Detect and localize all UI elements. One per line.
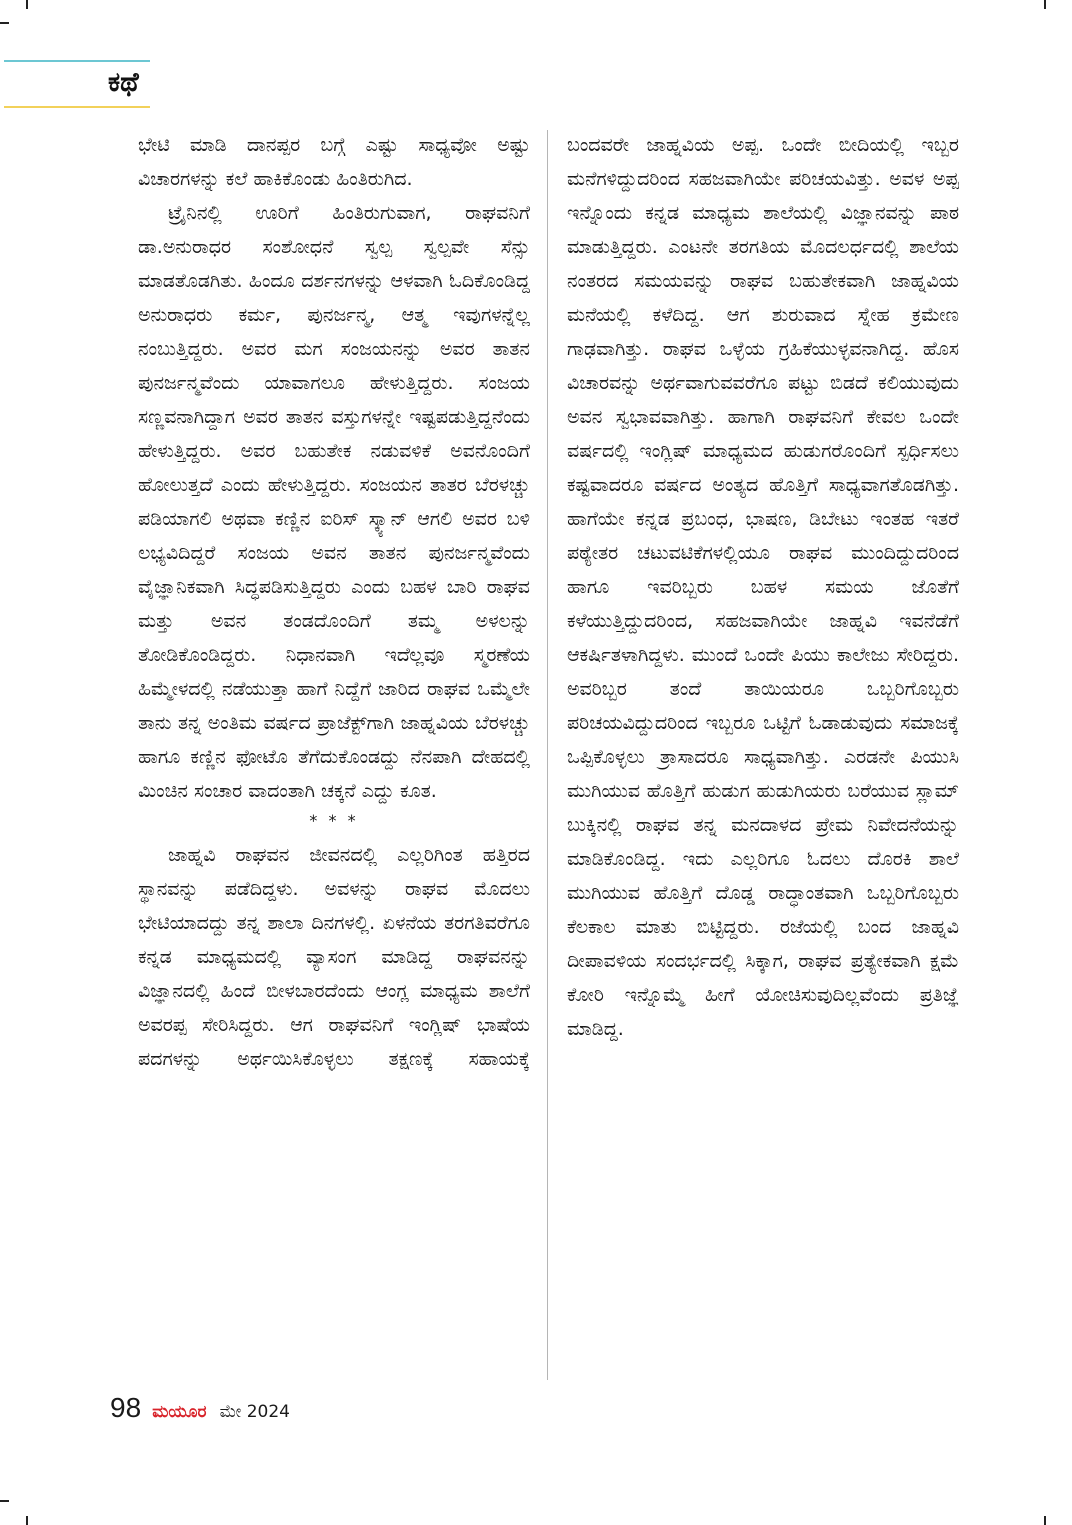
crop-mark-top-left	[26, 0, 28, 9]
issue-date: ಮೇ 2024	[219, 1402, 290, 1422]
crop-mark-bottom-left	[26, 1516, 28, 1525]
section-separator: * * *	[309, 811, 359, 830]
column-divider	[547, 130, 548, 1380]
section-rule-bottom	[4, 106, 150, 108]
paragraph: ಜಾಹ್ನವಿ ರಾಘವನ ಜೀವನದಲ್ಲಿ ಎಲ್ಲರಿಗಿಂತ ಹತ್ತಿರದ ಸ್ಥಾನವನ್ನು ಪಡೆದಿದ್ದಳು. ಅವಳನ್ನು ರಾಘವ ಮೊದಲು ಭೇಟಿಯಾದದ್ದು ತನ್ನ ಶಾಲಾ ದಿನಗಳಲ್ಲಿ. ಏಳನೆಯ ತರಗತಿವರೆಗೂ ಕನ್ನಡ ಮಾಧ್ಯಮದಲ್ಲಿ ವ್ಯಾಸಂಗ ಮಾಡಿದ್ದ ರಾಘವನನ್ನು ವಿಜ್ಞಾನದಲ್ಲಿ ಹಿಂದೆ ಬೀಳಬಾರದೆಂದು ಆಂಗ್ಲ ಮಾಧ್ಯಮ ಶಾಲೆಗೆ ಅವರಪ್ಪ ಸೇರಿಸಿದ್ದರು. ಆಗ ರಾಘವನಿಗೆ ಇಂಗ್ಲಿಷ್ ಭಾಷೆಯ ಪದಗಳನ್ನು ಅರ್ಥಯಿಸಿಕೊಳ್ಳಲು ತಕ್ಷಣಕ್ಕೆ ಸಹಾಯಕ್ಕೆ	[138, 844, 530, 1070]
paragraph: ಭೇಟಿ ಮಾಡಿ ದಾನಪ್ಪರ ಬಗ್ಗೆ ಎಷ್ಟು ಸಾಧ್ಯವೋ ಅಷ್ಟು ವಿಚಾರಗಳನ್ನು ಕಲೆ ಹಾಕಿಕೊಂಡು ಹಿಂತಿರುಗಿದ.	[138, 134, 530, 190]
paragraph: ಟ್ರೈನಿನಲ್ಲಿ ಊರಿಗೆ ಹಿಂತಿರುಗುವಾಗ, ರಾಘವನಿಗೆ ಡಾ.ಅನುರಾಧರ ಸಂಶೋಧನೆ ಸ್ವಲ್ಪ ಸ್ವಲ್ಪವೇ ಸೆನ್ಸು ಮಾಡತೊಡಗಿತು. ಹಿಂದೂ ದರ್ಶನಗಳನ್ನು ಆಳವಾಗಿ ಓದಿಕೊಂಡಿದ್ದ ಅನುರಾಧರು ಕರ್ಮ, ಪುನರ್ಜನ್ಮ, ಆತ್ಮ ಇವುಗಳನ್ನೆಲ್ಲ ನಂಬುತ್ತಿದ್ದರು. ಅವರ ಮಗ ಸಂಜಯನನ್ನು ಅವರ ತಾತನ ಪುನರ್ಜನ್ಮವೆಂದು ಯಾವಾಗಲೂ ಹೇಳುತ್ತಿದ್ದರು. ಸಂಜಯ ಸಣ್ಣವನಾಗಿದ್ದಾಗ ಅವರ ತಾತನ ವಸ್ತುಗಳನ್ನೇ ಇಷ್ಟಪಡುತ್ತಿದ್ದನೆಂದು ಹೇಳುತ್ತಿದ್ದರು. ಅವರ ಬಹುತೇಕ ನಡುವಳಿಕೆ ಅವನೊಂದಿಗೆ ಹೋಲುತ್ತದೆ ಎಂದು ಹೇಳುತ್ತಿದ್ದರು. ಸಂಜಯನ ತಾತರ ಬೆರಳಚ್ಚು ಪಡಿಯಾಗಲಿ ಅಥವಾ ಕಣ್ಣಿನ ಐರಿಸ್ ಸ್ಕ್ಯಾನ್ ಆಗಲಿ ಅವರ ಬಳಿ ಲಭ್ಯವಿದಿದ್ದರೆ ಸಂಜಯ ಅವನ ತಾತನ ಪುನರ್ಜನ್ಮವೆಂದು ವೈಜ್ಞಾನಿಕವಾಗಿ ಸಿದ್ಧಪಡಿಸುತ್ತಿದ್ದರು ಎಂದು ಬಹಳ ಬಾರಿ ರಾಘವ ಮತ್ತು ಅವನ ತಂಡದೊಂದಿಗೆ ತಮ್ಮ ಅಳಲನ್ನು ತೋಡಿಕೊಂಡಿದ್ದರು. ನಿಧಾನವಾಗಿ ಇದೆಲ್ಲವೂ ಸ್ಮರಣೆಯ ಹಿಮ್ಮೇಳದಲ್ಲಿ ನಡೆಯುತ್ತಾ ಹಾಗೆ ನಿದ್ದೆಗೆ ಜಾರಿದ ರಾಘವ ಒಮ್ಮೆಲೇ ತಾನು ತನ್ನ ಅಂತಿಮ ವರ್ಷದ ಪ್ರಾಜೆಕ್ಟ್‌ಗಾಗಿ ಜಾಹ್ನವಿಯ ಬೆರಳಚ್ಚು ಹಾಗೂ ಕಣ್ಣಿನ ಫೋಟೊ ತೆಗೆದುಕೊಂಡದ್ದು ನೆನಪಾಗಿ ದೇಹದಲ್ಲಿ ಮಿಂಚಿನ ಸಂಚಾರ ವಾದಂತಾಗಿ ಚಕ್ಕನೆ ಎದ್ದು ಕೂತ.	[138, 202, 530, 802]
crop-mark-bottom-right	[1044, 1516, 1046, 1525]
page-number: 98	[110, 1392, 142, 1423]
section-label: ಕಥೆ	[108, 67, 139, 98]
article-column-left	[138, 128, 530, 1380]
section-rule-top	[4, 60, 150, 62]
magazine-logo: ಮಯೂರ	[152, 1402, 207, 1422]
article-column-right	[567, 128, 959, 1380]
crop-mark-left-upper	[0, 22, 9, 24]
crop-mark-top-right	[1044, 0, 1046, 9]
paragraph: ಬಂದವರೇ ಜಾಹ್ನವಿಯ ಅಪ್ಪ. ಒಂದೇ ಬೀದಿಯಲ್ಲಿ ಇಬ್ಬರ ಮನೆಗಳಿದ್ದುದರಿಂದ ಸಹಜವಾಗಿಯೇ ಪರಿಚಯವಿತ್ತು. ಅವಳ ಅಪ್ಪ ಇನ್ನೊಂದು ಕನ್ನಡ ಮಾಧ್ಯಮ ಶಾಲೆಯಲ್ಲಿ ವಿಜ್ಞಾನವನ್ನು ಪಾಠ ಮಾಡುತ್ತಿದ್ದರು. ಎಂಟನೇ ತರಗತಿಯ ಮೊದಲರ್ಧದಲ್ಲಿ ಶಾಲೆಯ ನಂತರದ ಸಮಯವನ್ನು ರಾಘವ ಬಹುತೇಕವಾಗಿ ಜಾಹ್ನವಿಯ ಮನೆಯಲ್ಲಿ ಕಳೆದಿದ್ದ. ಆಗ ಶುರುವಾದ ಸ್ನೇಹ ಕ್ರಮೇಣ ಗಾಢವಾಗಿತ್ತು. ರಾಘವ ಒಳ್ಳೆಯ ಗ್ರಹಿಕೆಯುಳ್ಳವನಾಗಿದ್ದ. ಹೊಸ ವಿಚಾರವನ್ನು ಅರ್ಥವಾಗುವವರೆಗೂ ಪಟ್ಟು ಬಿಡದೆ ಕಲಿಯುವುದು ಅವನ ಸ್ವಭಾವವಾಗಿತ್ತು. ಹಾಗಾಗಿ ರಾಘವನಿಗೆ ಕೇವಲ ಒಂದೇ ವರ್ಷದಲ್ಲಿ ಇಂಗ್ಲಿಷ್ ಮಾಧ್ಯಮದ ಹುಡುಗರೊಂದಿಗೆ ಸ್ಪರ್ಧಿಸಲು ಕಷ್ಟವಾದರೂ ವರ್ಷದ ಅಂತ್ಯದ ಹೊತ್ತಿಗೆ ಸಾಧ್ಯವಾಗತೊಡಗಿತ್ತು. ಹಾಗೆಯೇ ಕನ್ನಡ ಪ್ರಬಂಧ, ಭಾಷಣ, ಡಿಬೇಟು ಇಂತಹ ಇತರೆ ಪಠ್ಯೇತರ ಚಟುವಟಿಕೆಗಳಲ್ಲಿಯೂ ರಾಘವ ಮುಂದಿದ್ದುದರಿಂದ ಹಾಗೂ ಇವರಿಬ್ಬರು ಬಹಳ ಸಮಯ ಜೊತೆಗೆ ಕಳೆಯುತ್ತಿದ್ದುದರಿಂದ, ಸಹಜವಾಗಿಯೇ ಜಾಹ್ನವಿ ಇವನೆಡೆಗೆ ಆಕರ್ಷಿತಳಾಗಿದ್ದಳು. ಮುಂದೆ ಒಂದೇ ಪಿಯು ಕಾಲೇಜು ಸೇರಿದ್ದರು. ಅವರಿಬ್ಬರ ತಂದೆ ತಾಯಿಯರೂ ಒಬ್ಬರಿಗೊಬ್ಬರು ಪರಿಚಯವಿದ್ದುದರಿಂದ ಇಬ್ಬರೂ ಒಟ್ಟಿಗೆ ಓಡಾಡುವುದು ಸಮಾಜಕ್ಕೆ ಒಪ್ಪಿಕೊಳ್ಳಲು ತ್ರಾಸಾದರೂ ಸಾಧ್ಯವಾಗಿತ್ತು. ಎರಡನೇ ಪಿಯುಸಿ ಮುಗಿಯುವ ಹೊತ್ತಿಗೆ ಹುಡುಗ ಹುಡುಗಿಯರು ಬರೆಯುವ ಸ್ಲಾಮ್ ಬುಕ್ಕಿನಲ್ಲಿ ರಾಘವ ತನ್ನ ಮನದಾಳದ ಪ್ರೇಮ ನಿವೇದನೆಯನ್ನು ಮಾಡಿಕೊಂಡಿದ್ದ. ಇದು ಎಲ್ಲರಿಗೂ ಓದಲು ದೊರಕಿ ಶಾಲೆ ಮುಗಿಯುವ ಹೊತ್ತಿಗೆ ದೊಡ್ಡ ರಾದ್ಧಾಂತವಾಗಿ ಒಬ್ಬರಿಗೊಬ್ಬರು ಕೆಲಕಾಲ ಮಾತು ಬಿಟ್ಟಿದ್ದರು. ರಜೆಯಲ್ಲಿ ಬಂದ ಜಾಹ್ನವಿ ದೀಪಾವಳಿಯ ಸಂದರ್ಭದಲ್ಲಿ ಸಿಕ್ಕಾಗ, ರಾಘವ ಪ್ರತ್ಯೇಕವಾಗಿ ಕ್ಷಮೆ ಕೋರಿ ಇನ್ನೊಮ್ಮೆ ಹೀಗೆ ಯೋಚಿಸುವುದಿಲ್ಲವೆಂದು ಪ್ರತಿಜ್ಞೆ ಮಾಡಿದ್ದ.	[567, 134, 959, 1040]
page-footer	[110, 1392, 290, 1432]
crop-mark-left-lower	[0, 1500, 9, 1502]
